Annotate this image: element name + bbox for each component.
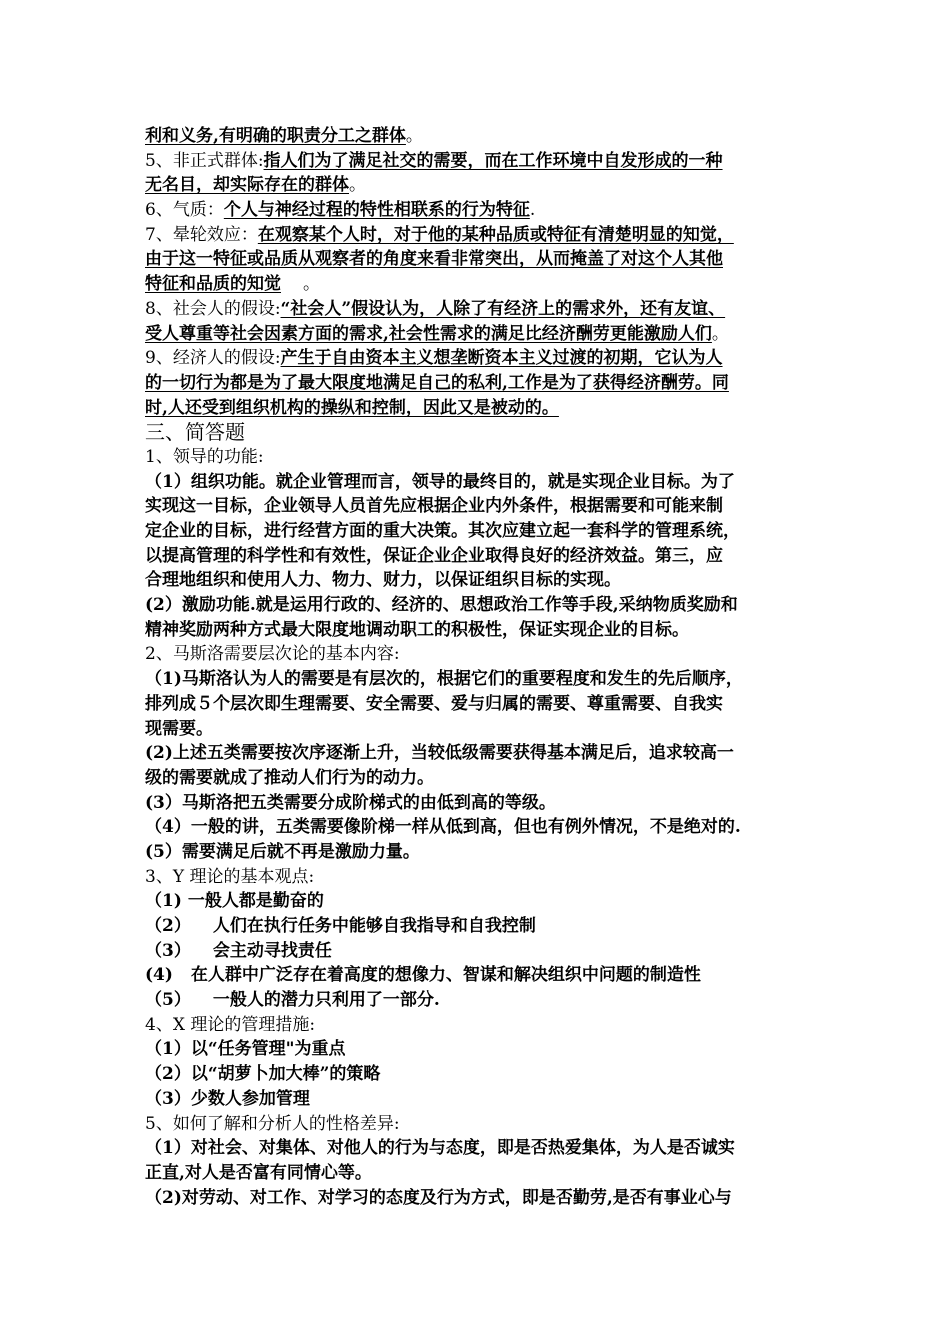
question-3-item-4-text: 在人群中广泛存在着高度的想像力、智谋和解决组织中问题的制造性	[190, 965, 701, 986]
definition-9-line-1	[145, 346, 817, 371]
definition-8-line-2	[145, 322, 817, 347]
question-3-item-5-number: （5）	[145, 990, 191, 1011]
definition-9-line-3	[145, 396, 817, 421]
definition-7-text-3: 特征和品质的知觉	[145, 274, 281, 295]
question-5-title: 5、如何了解和分析人的性格差异:	[145, 1113, 400, 1134]
question-5-p2-line-1: （2)对劳动、对工作、对学习的态度及行为方式，即是否勤劳,是否有事业心与	[145, 1187, 732, 1208]
question-1-title: 1、领导的功能:	[145, 446, 264, 467]
document-body	[145, 124, 817, 1210]
definition-7-label: 7、晕轮效应：	[145, 224, 258, 245]
question-3-item-4-number: (4)	[145, 965, 173, 986]
question-1-p2-line-2: 精神奖励两种方式最大限度地调动职工的积极性，保证实现企业的目标。	[145, 619, 689, 640]
question-1-p1-line-3: 定企业的目标，进行经营方面的重大决策。其次应建立起一套科学的管理系统，	[145, 521, 740, 541]
definition-7-line-1	[145, 223, 817, 248]
definition-5-end: 。	[349, 175, 366, 196]
definition-9-text-2: 的一切行为都是为了最大限度地满足自己的私利,工作是为了获得经济酬劳。同	[145, 372, 729, 393]
definition-5-label: 5、非正式群体:	[145, 150, 264, 171]
question-1-p1-line-2: 实现这一目标，企业领导人员首先应根据企业内外条件，根据需要和可能来制	[145, 496, 723, 517]
definition-6-text: 个人与神经过程的特性相联系的行为特征	[223, 200, 530, 221]
definition-8-text-1: “社会人”假设认为，人除了有经济上的需求外，还有友谊、	[280, 298, 726, 319]
question-2-p2-line-1: (2)上述五类需要按次序逐渐上升，当较低级需要获得基本满足后，追求较高一	[145, 743, 734, 764]
question-3-item-3	[145, 939, 817, 964]
definition-8-line-1	[145, 297, 817, 322]
question-2-p1-line-2: 排列成５个层次即生理需要、安全需要、爱与归属的需要、尊重需要、自我实	[145, 693, 723, 714]
question-1-p1-line-5: 合理地组织和使用人力、物力、财力，以保证组织目标的实现。	[145, 570, 621, 591]
definition-8-text-2: 受人尊重等社会因素方面的需求,社会性需求的满足比经济酬劳更能激励人们	[145, 323, 712, 344]
question-4-item-3: （3）少数人参加管理	[145, 1088, 310, 1109]
question-3-item-3-text: 会主动寻找责任	[212, 940, 332, 961]
question-4-title: 4、X 理论的管理措施:	[145, 1014, 316, 1035]
question-3-item-5	[145, 988, 817, 1013]
definition-7-text-1: 在观察某个人时，对于他的某种品质或特征有清楚明显的知觉，	[257, 224, 734, 245]
definition-9-text-1: 产生于自由资本主义想垄断资本主义过渡的初期，它认为人	[280, 348, 723, 369]
definition-5-text-2: 无名目，却实际存在的群体	[145, 175, 349, 196]
definition-9-label: 9、经济人的假设:	[145, 348, 281, 369]
definition-4-text: 利和义务,有明确的职责分工之群体	[145, 126, 406, 146]
definition-7-line-3	[145, 272, 817, 297]
question-3-item-5-text: 一般人的潜力只利用了一部分.	[212, 990, 440, 1011]
definition-4-end: 。	[405, 126, 423, 146]
question-3-item-2-text: 人们在执行任务中能够自我指导和自我控制	[212, 916, 536, 936]
definition-9-text-3: 时,人还受到组织机构的操纵和控制，因此又是被动的。	[145, 397, 559, 418]
question-3-item-1-number: （1)	[145, 891, 182, 912]
definition-6	[145, 198, 817, 223]
definition-4-tail	[145, 124, 817, 149]
question-1-p1-line-4: 以提高管理的科学性和有效性，保证企业企业取得良好的经济效益。第三，应	[145, 545, 723, 566]
question-2-p5: (5）需要满足后就不再是激励力量。	[145, 841, 420, 862]
question-1-p2-line-1: (2）激励功能.就是运用行政的、经济的、思想政治工作等手段,采纳物质奖励和	[145, 595, 738, 616]
question-2-p4: （4）一般的讲，五类需要像阶梯一样从低到高，但也有例外情况，不是绝对的.	[145, 817, 741, 838]
definition-6-end: .	[529, 200, 536, 221]
question-3-title: 3、Y 理论的基本观点:	[145, 866, 315, 887]
section-title: 三、简答题	[145, 420, 245, 445]
definition-6-label: 6、气质：	[145, 200, 224, 221]
definition-5-line-2	[145, 173, 817, 198]
question-2-p1-line-1: （1)马斯洛认为人的需要是有层次的，根据它们的重要程度和发生的先后顺序，	[145, 669, 743, 690]
question-2-p1-line-3: 现需要。	[145, 718, 213, 739]
question-3-item-1	[145, 889, 817, 914]
question-3-item-3-number: （3）	[145, 940, 191, 961]
definition-7-end: 。	[303, 274, 320, 295]
question-2-p3: (3）马斯洛把五类需要分成阶梯式的由低到高的等级。	[145, 792, 556, 813]
definition-8-label: 8、社会人的假设:	[145, 298, 281, 319]
question-3-item-2	[145, 914, 817, 939]
question-5-p1-line-2: 正直,对人是否富有同情心等。	[145, 1162, 372, 1183]
question-3-item-4	[145, 963, 817, 988]
definition-9-line-2	[145, 371, 817, 396]
question-5-p1-line-1: （1）对社会、对集体、对他人的行为与态度，即是否热爱集体，为人是否诚实	[145, 1138, 735, 1159]
question-2-p2-line-2: 级的需要就成了推动人们行为的动力。	[145, 767, 434, 788]
question-1-p1-line-1: （1）组织功能。就企业管理而言，领导的最终目的，就是实现企业目标。为了	[145, 471, 735, 492]
question-3-item-2-number: （2）	[145, 916, 191, 936]
definition-5-line-1	[145, 149, 817, 174]
definition-5-text-1: 指人们为了满足社交的需要，而在工作环境中自发形成的一种	[263, 150, 723, 171]
question-4-item-1: （1）以“任务管理"为重点	[145, 1039, 346, 1060]
definition-7-line-2	[145, 247, 817, 272]
question-3-item-1-text: 一般人都是勤奋的	[187, 891, 324, 912]
definition-7-text-2: 由于这一特征或品质从观察者的角度来看非常突出，从而掩盖了对这个人其他	[145, 249, 723, 270]
question-2-title: 2、马斯洛需要层次论的基本内容:	[145, 644, 400, 665]
definition-8-end: 。	[711, 323, 729, 344]
question-4-item-2: （2）以“胡萝卜加大棒”的策略	[145, 1064, 381, 1085]
